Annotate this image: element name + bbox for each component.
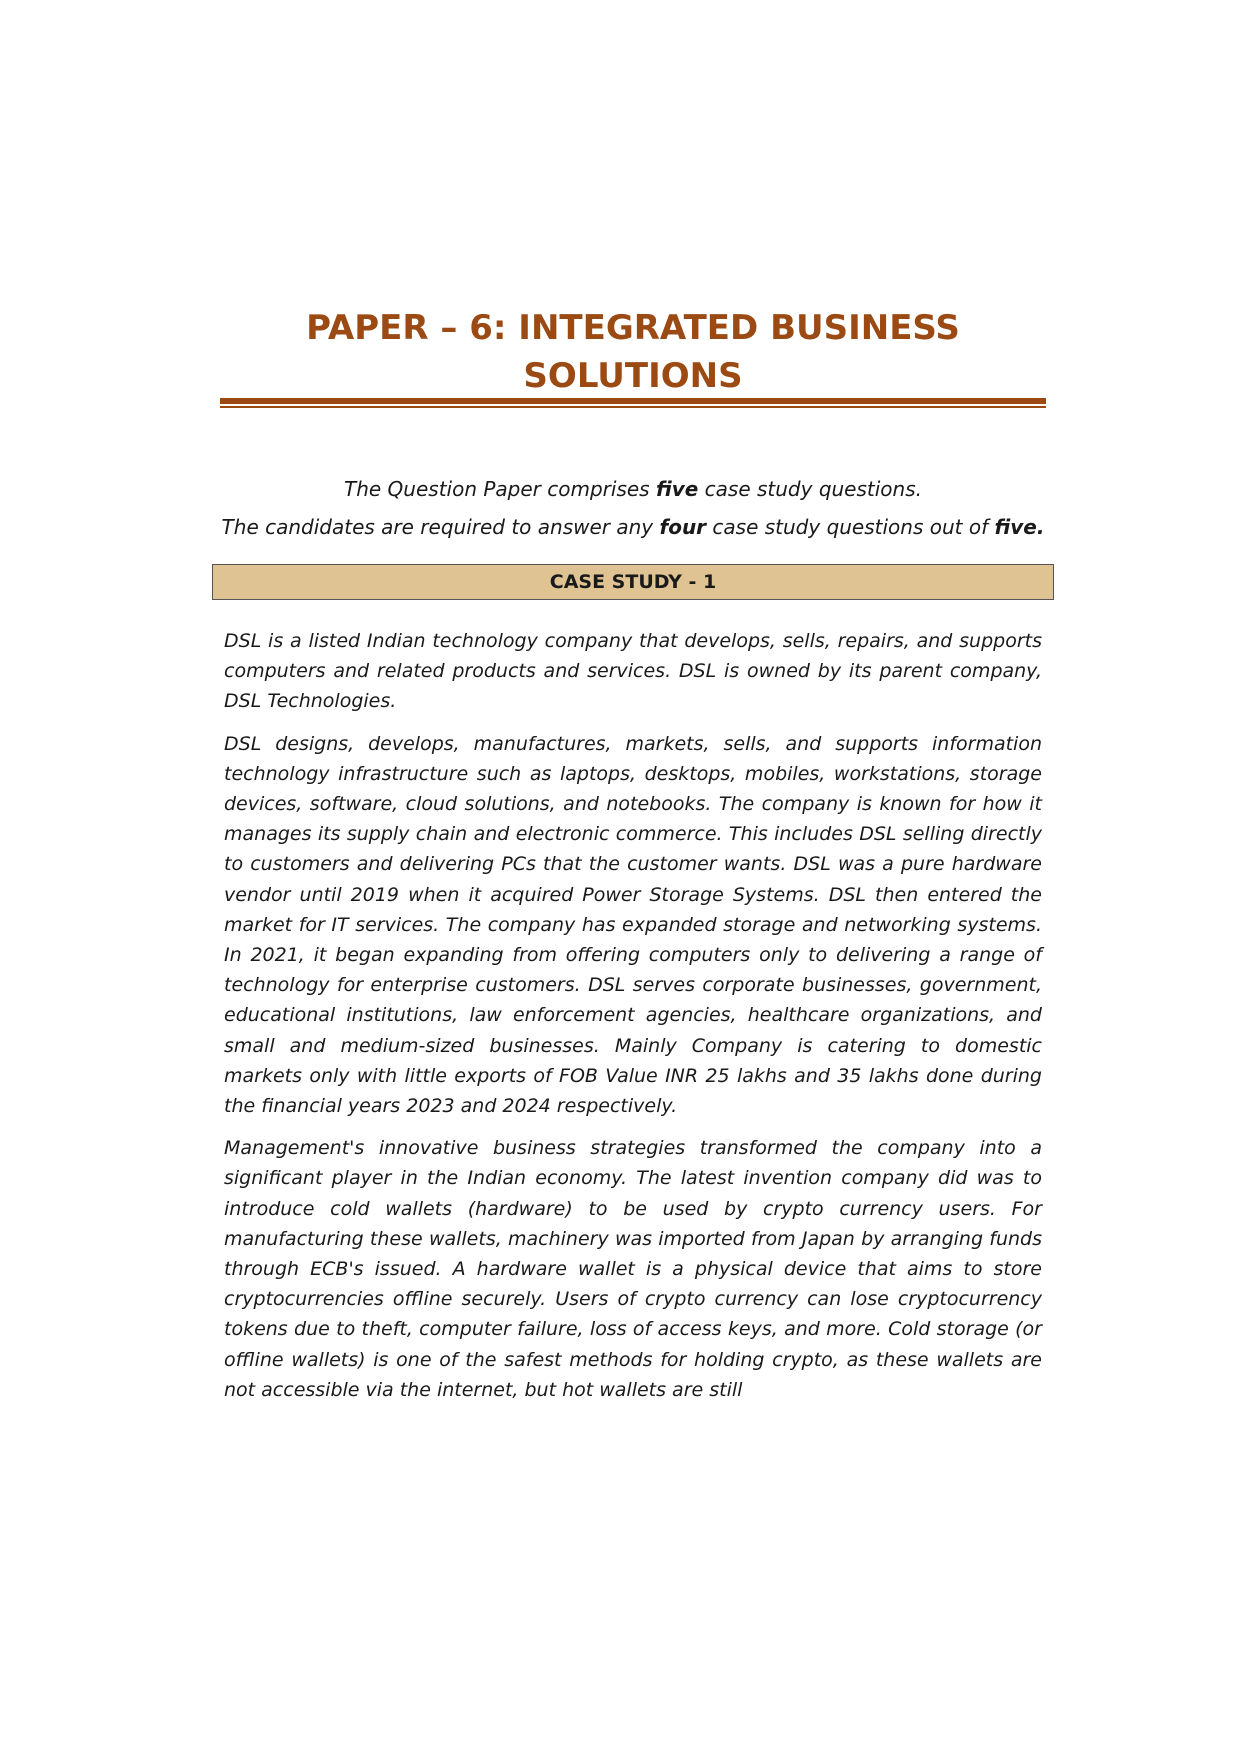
instruction-emphasis-four: four xyxy=(659,515,707,539)
title-underline xyxy=(220,398,1046,408)
title-underline-thick xyxy=(220,398,1046,404)
instruction-line-1: The Question Paper comprises five case study questions. xyxy=(344,477,922,501)
case-study-body xyxy=(224,626,1042,1417)
instruction-emphasis-five-end: five. xyxy=(994,515,1045,539)
instruction-line-2: The candidates are required to answer any four case study questions out of five. xyxy=(221,515,1045,539)
page-title-line-2: SOLUTIONS xyxy=(523,356,743,396)
case-study-paragraph-2: DSL designs, develops, manufactures, markets, sells, and supports information technology infrastructure such as laptops, desktops, mobiles, workstations, storage devices, software, cloud solutions, and notebooks. The company is known for how it manages its supply chain and electronic commerce. This includes DSL selling directly to customers and delivering PCs that the customer wants. DSL was a pure hardware vendor until 2019 when it acquired Power Storage Systems. DSL then entered the market for IT services. The company has expanded storage and networking systems. In 2021, it began expanding from offering computers only to delivering a range of technology for enterprise customers. DSL serves corporate businesses, government, educational institutions, law enforcement agencies, healthcare organizations, and small and medium-sized businesses. Mainly Company is catering to domestic markets only with little exports of FOB Value INR 25 lakhs and 35 lakhs done during the financial years 2023 and 2024 respectively. xyxy=(224,732,1042,1118)
title-underline-thin xyxy=(220,406,1046,408)
exam-instructions xyxy=(180,470,1086,546)
instruction-emphasis-five: five xyxy=(655,477,699,501)
case-study-paragraph-3: Management's innovative business strategies transformed the company into a significant player in the Indian economy. The latest invention company did was to introduce cold wallets (hardware) to be used by crypto currency users. For manufacturing these wallets, machinery was imported from Japan by arranging funds through ECB's issued. A hardware wallet is a physical device that aims to store cryptocurrencies offline securely. Users of crypto currency can lose cryptocurrency tokens due to theft, computer failure, loss of access keys, and more. Cold storage (or offline wallets) is one of the safest methods for holding crypto, as these wallets are not accessible via the internet, but hot wallets are still xyxy=(224,1137,1042,1401)
page-title-line-1: PAPER – 6: INTEGRATED BUSINESS xyxy=(306,308,960,348)
case-study-heading: CASE STUDY - 1 xyxy=(212,564,1054,600)
page-title xyxy=(220,304,1046,400)
case-study-paragraph-1: DSL is a listed Indian technology company that develops, sells, repairs, and supports computers and related products and services. DSL is owned by its parent company, DSL Technologies. xyxy=(224,630,1042,713)
